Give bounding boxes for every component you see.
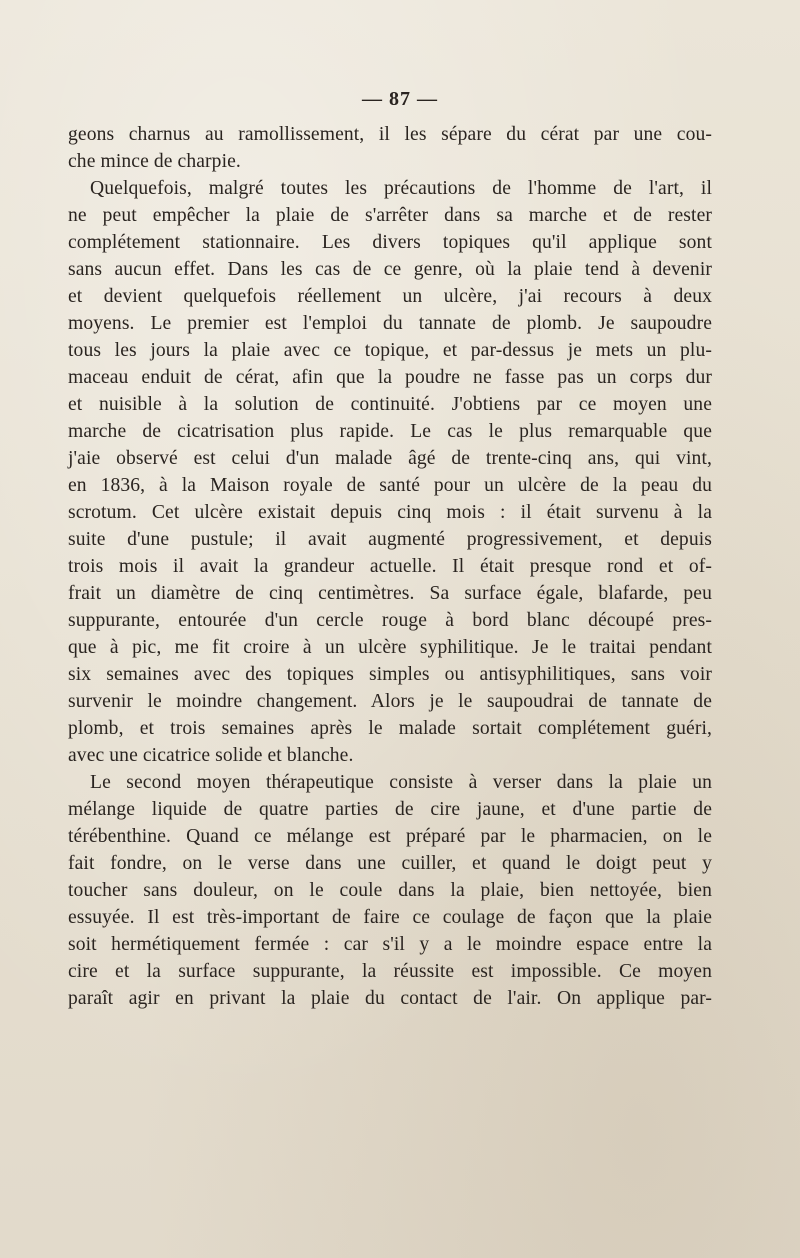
text-line: scrotum. Cet ulcère existait depuis cinq mois : il était survenu à la xyxy=(68,502,712,523)
page-number: — 87 — xyxy=(362,88,438,110)
text-line: et nuisible à la solution de continuité. J'obtiens par ce moyen une xyxy=(68,394,712,415)
text-line: maceau enduit de cérat, afin que la poudre ne fasse pas un corps dur xyxy=(68,367,712,388)
body-text xyxy=(68,121,712,1012)
text-line: cire et la surface suppurante, la réussite est impossible. Ce moyen xyxy=(68,961,712,982)
text-line: marche de cicatrisation plus rapide. Le cas le plus remarquable que xyxy=(68,421,712,442)
text-line: essuyée. Il est très-important de faire ce coulage de façon que la plaie xyxy=(68,907,712,928)
text-line: che mince de charpie. xyxy=(68,151,241,172)
text-line: mélange liquide de quatre parties de cire jaune, et d'une partie de xyxy=(68,799,712,820)
text-line: suppurante, entourée d'un cercle rouge à bord blanc découpé pres- xyxy=(68,610,712,631)
text-line: paraît agir en privant la plaie du contact de l'air. On applique par- xyxy=(68,988,712,1009)
text-line: tous les jours la plaie avec ce topique, et par-dessus je mets un plu- xyxy=(68,340,712,361)
text-line: moyens. Le premier est l'emploi du tannate de plomb. Je saupoudre xyxy=(68,313,712,334)
text-line: térébenthine. Quand ce mélange est préparé par le pharmacien, on le xyxy=(68,826,712,847)
text-line: toucher sans douleur, on le coule dans la plaie, bien nettoyée, bien xyxy=(68,880,712,901)
text-line: fait fondre, on le verse dans une cuiller, et quand le doigt peut y xyxy=(68,853,712,874)
text-line: ne peut empêcher la plaie de s'arrêter dans sa marche et de rester xyxy=(68,205,712,226)
text-line: j'aie observé est celui d'un malade âgé de trente-cinq ans, qui vint, xyxy=(68,448,712,469)
text-line: et devient quelquefois réellement un ulcère, j'ai recours à deux xyxy=(68,286,712,307)
text-line: Le second moyen thérapeutique consiste à verser dans la plaie un xyxy=(90,772,712,793)
text-line: trois mois il avait la grandeur actuelle. Il était presque rond et of- xyxy=(68,556,712,577)
text-line: en 1836, à la Maison royale de santé pour un ulcère de la peau du xyxy=(68,475,712,496)
text-line: six semaines avec des topiques simples ou antisyphilitiques, sans voir xyxy=(68,664,712,685)
paragraph xyxy=(68,121,712,175)
text-line: soit hermétiquement fermée : car s'il y a le moindre espace entre la xyxy=(68,934,712,955)
paragraph xyxy=(68,175,712,769)
text-line: Quelquefois, malgré toutes les précautions de l'homme de l'art, il xyxy=(90,178,712,199)
text-line: survenir le moindre changement. Alors je le saupoudrai de tannate de xyxy=(68,691,712,712)
text-line: sans aucun effet. Dans les cas de ce genre, où la plaie tend à devenir xyxy=(68,259,712,280)
text-line: que à pic, me fit croire à un ulcère syphilitique. Je le traitai pendant xyxy=(68,637,712,658)
text-line: suite d'une pustule; il avait augmenté progressivement, et depuis xyxy=(68,529,712,550)
text-line: geons charnus au ramollissement, il les sépare du cérat par une cou- xyxy=(68,124,712,145)
paragraph xyxy=(68,769,712,1012)
text-line: complétement stationnaire. Les divers topiques qu'il applique sont xyxy=(68,232,712,253)
text-line: avec une cicatrice solide et blanche. xyxy=(68,745,354,766)
text-line: plomb, et trois semaines après le malade sortait complétement guéri, xyxy=(68,718,712,739)
text-line: frait un diamètre de cinq centimètres. Sa surface égale, blafarde, peu xyxy=(68,583,712,604)
